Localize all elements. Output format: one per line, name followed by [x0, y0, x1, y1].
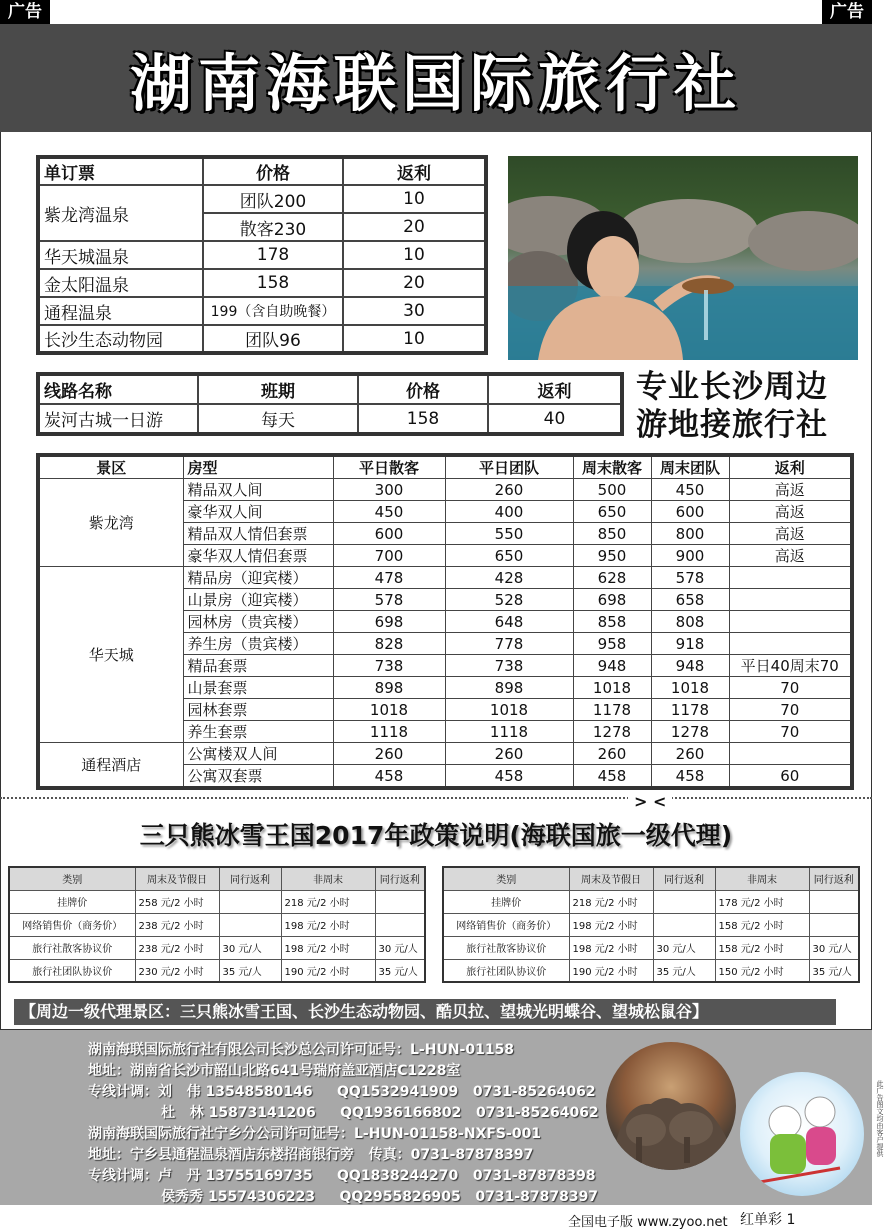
hotel-price-cell — [729, 567, 852, 589]
table-row — [9, 959, 425, 982]
policy-header: 类别 — [9, 867, 135, 890]
ticket-header-price: 价格 — [203, 157, 343, 185]
slogan-line: 专业长沙周边 — [636, 369, 828, 405]
policy-cell — [375, 913, 425, 936]
hotel-price-cell: 70 — [729, 677, 852, 699]
table-row — [38, 743, 852, 765]
table-row — [9, 890, 425, 913]
ticket-price: 散客230 — [203, 213, 343, 241]
policy-cell: 218 元/2 小时 — [281, 890, 375, 913]
hotel-price-cell: 698 — [333, 611, 445, 633]
policy-cell: 30 元/人 — [809, 936, 859, 959]
ticket-rebate: 20 — [343, 269, 486, 297]
hotel-price-cell: 478 — [333, 567, 445, 589]
table-row — [38, 479, 852, 501]
hotel-header: 周末散客 — [573, 455, 651, 479]
hot-spring-illustration — [508, 156, 858, 360]
contact-line: 地址：宁乡县通程温泉酒店东楼招商银行旁 传真：0731-87878397 — [88, 1147, 534, 1163]
table-row — [38, 567, 852, 589]
hotel-price-cell: 700 — [333, 545, 445, 567]
polar-bear-mascot — [740, 1072, 864, 1196]
policy-cell: 190 元/2 小时 — [569, 959, 653, 982]
policy-cell — [375, 890, 425, 913]
hotel-price-cell: 1018 — [333, 699, 445, 721]
hotel-price-cell: 850 — [573, 523, 651, 545]
policy-cell: 218 元/2 小时 — [569, 890, 653, 913]
route-header-price: 价格 — [358, 374, 488, 404]
hotel-price-cell: 70 — [729, 699, 852, 721]
hotel-price-cell: 958 — [573, 633, 651, 655]
ticket-rebate: 10 — [343, 325, 486, 353]
hotel-price-cell: 1018 — [651, 677, 729, 699]
route-name: 炭河古城一日游 — [38, 404, 198, 434]
slogan — [636, 368, 864, 444]
contact-line: 专线计调：刘 伟 13548580146 QQ1532941909 0731-85264062 — [88, 1084, 596, 1100]
table-header-row — [9, 867, 425, 890]
hotel-price-cell: 高返 — [729, 545, 852, 567]
room-type: 精品套票 — [183, 655, 333, 677]
hotel-price-cell: 高返 — [729, 501, 852, 523]
hotel-price-cell: 高返 — [729, 523, 852, 545]
hotel-price-cell: 900 — [651, 545, 729, 567]
policy-header: 非周末 — [281, 867, 375, 890]
policy-cell: 35 元/人 — [809, 959, 859, 982]
hotel-price-cell: 918 — [651, 633, 729, 655]
hotel-price-cell: 1278 — [651, 721, 729, 743]
policy-cell: 258 元/2 小时 — [135, 890, 219, 913]
room-type: 公寓楼双人间 — [183, 743, 333, 765]
hotel-price-cell: 858 — [573, 611, 651, 633]
policy-category: 网络销售价（商务价） — [443, 913, 569, 936]
table-row — [9, 913, 425, 936]
ticket-header-item: 单订票 — [38, 157, 203, 185]
hotel-price-cell: 800 — [651, 523, 729, 545]
elephant-illustration — [606, 1042, 736, 1170]
table-row — [443, 890, 859, 913]
policy-category: 挂牌价 — [9, 890, 135, 913]
table-row — [38, 185, 486, 213]
hotel-price-cell: 260 — [333, 743, 445, 765]
hotel-price-cell: 550 — [445, 523, 573, 545]
route-header-schedule: 班期 — [198, 374, 358, 404]
hotel-price-cell: 948 — [573, 655, 651, 677]
table-row — [443, 936, 859, 959]
hotel-price-cell: 450 — [651, 479, 729, 501]
room-type: 养生套票 — [183, 721, 333, 743]
route-schedule: 每天 — [198, 404, 358, 434]
hotel-price-cell: 1278 — [573, 721, 651, 743]
hotel-price-cell: 高返 — [729, 479, 852, 501]
hotel-area: 紫龙湾 — [38, 479, 183, 567]
ticket-table — [36, 155, 488, 355]
policy-header: 类别 — [443, 867, 569, 890]
page-title: 湖南海联国际旅行社 — [129, 46, 742, 120]
room-type: 精品双人间 — [183, 479, 333, 501]
site-info: 全国电子版 www.zyoo.net — [568, 1215, 728, 1230]
hotel-price-cell: 458 — [333, 765, 445, 789]
policy-category: 旅行社团队协议价 — [9, 959, 135, 982]
ticket-rebate: 10 — [343, 185, 486, 213]
room-type: 养生房（贵宾楼） — [183, 633, 333, 655]
hotel-price-cell: 平日40周末70 — [729, 655, 852, 677]
table-row — [38, 269, 486, 297]
policy-header: 同行返利 — [653, 867, 715, 890]
ad-label-right: 广告 — [822, 0, 872, 24]
contact-line: 专线计调：卢 丹 13755169735 QQ1838244270 0731-87878398 — [88, 1168, 596, 1184]
policy-cell — [653, 913, 715, 936]
contact-line: 湖南海联国际旅行社有限公司长沙总公司许可证号：L-HUN-01158 — [88, 1042, 515, 1058]
ticket-name: 金太阳温泉 — [38, 269, 203, 297]
page-label: 红单彩 1 — [740, 1212, 796, 1228]
hotel-price-cell — [729, 589, 852, 611]
ticket-name: 华天城温泉 — [38, 241, 203, 269]
hotel-price-cell: 898 — [445, 677, 573, 699]
room-type: 园林房（贵宾楼） — [183, 611, 333, 633]
hotel-price-cell: 260 — [573, 743, 651, 765]
room-type: 山景房（迎宾楼） — [183, 589, 333, 611]
hotel-header: 房型 — [183, 455, 333, 479]
contact-line: 杜 林 15873141206 QQ1936166802 0731-85264062 — [88, 1105, 599, 1121]
ticket-rebate: 30 — [343, 297, 486, 325]
divider-arrows: > < — [628, 792, 672, 811]
policy-cell: 35 元/人 — [375, 959, 425, 982]
bear-illustration — [740, 1072, 864, 1196]
hotel-header: 景区 — [38, 455, 183, 479]
route-header-name: 线路名称 — [38, 374, 198, 404]
policy-category: 网络销售价（商务价） — [9, 913, 135, 936]
hot-spring-photo — [508, 156, 858, 360]
table-row — [38, 404, 622, 434]
route-rebate: 40 — [488, 404, 622, 434]
hotel-price-cell: 600 — [333, 523, 445, 545]
contact-line: 湖南海联国际旅行社宁乡分公司许可证号：L-HUN-01158-NXFS-001 — [88, 1126, 542, 1142]
policy-cell: 35 元/人 — [653, 959, 715, 982]
ticket-price: 团队200 — [203, 185, 343, 213]
policy-cell: 30 元/人 — [375, 936, 425, 959]
policy-cell: 238 元/2 小时 — [135, 913, 219, 936]
hotel-area: 华天城 — [38, 567, 183, 743]
ticket-name: 紫龙湾温泉 — [38, 185, 203, 241]
contact-block — [88, 1040, 599, 1208]
hotel-price-cell: 948 — [651, 655, 729, 677]
table-row — [443, 913, 859, 936]
policy-header: 周末及节假日 — [135, 867, 219, 890]
hotel-price-cell: 1178 — [651, 699, 729, 721]
side-note: 此广告图文均由客户提供 — [876, 1080, 884, 1157]
hotel-price-cell: 778 — [445, 633, 573, 655]
room-type: 精品双人情侣套票 — [183, 523, 333, 545]
policy-cell: 35 元/人 — [219, 959, 281, 982]
ad-label-left: 广告 — [0, 0, 50, 24]
route-price: 158 — [358, 404, 488, 434]
table-row — [38, 297, 486, 325]
ticket-price: 178 — [203, 241, 343, 269]
ticket-price: 199（含自助晚餐） — [203, 297, 343, 325]
policy-cell — [653, 890, 715, 913]
hotel-price-cell — [729, 743, 852, 765]
hotel-price-cell — [729, 633, 852, 655]
room-type: 山景套票 — [183, 677, 333, 699]
hotel-price-cell: 450 — [333, 501, 445, 523]
page-header — [0, 24, 872, 132]
table-row — [9, 936, 425, 959]
policy-cell: 198 元/2 小时 — [281, 936, 375, 959]
hotel-price-cell: 60 — [729, 765, 852, 789]
policy-cell: 230 元/2 小时 — [135, 959, 219, 982]
hotel-price-cell: 628 — [573, 567, 651, 589]
table-row — [38, 325, 486, 353]
policy-title: 三只熊冰雪王国2017年政策说明(海联国旅一级代理) — [139, 821, 733, 850]
policy-cell: 198 元/2 小时 — [569, 936, 653, 959]
hotel-price-cell — [729, 611, 852, 633]
agency-bar: 【周边一级代理景区：三只熊冰雪王国、长沙生态动物园、酷贝拉、望城光明蝶谷、望城松鼠谷】 — [14, 999, 836, 1025]
hotel-price-cell: 650 — [445, 545, 573, 567]
policy-category: 旅行社散客协议价 — [443, 936, 569, 959]
ticket-name: 通程温泉 — [38, 297, 203, 325]
hotel-price-cell: 1178 — [573, 699, 651, 721]
hotel-price-cell: 1018 — [573, 677, 651, 699]
hotel-price-cell: 950 — [573, 545, 651, 567]
hotel-header: 周末团队 — [651, 455, 729, 479]
policy-cell: 238 元/2 小时 — [135, 936, 219, 959]
ticket-price: 团队96 — [203, 325, 343, 353]
hotel-price-cell: 458 — [573, 765, 651, 789]
room-type: 豪华双人间 — [183, 501, 333, 523]
slogan-line: 游地接旅行社 — [636, 407, 828, 443]
hotel-price-cell: 70 — [729, 721, 852, 743]
hotel-price-cell: 898 — [333, 677, 445, 699]
table-row — [443, 959, 859, 982]
policy-cell: 198 元/2 小时 — [281, 913, 375, 936]
hotel-price-cell: 658 — [651, 589, 729, 611]
hotel-price-cell: 260 — [445, 479, 573, 501]
hotel-price-cell: 1118 — [333, 721, 445, 743]
hotel-header: 返利 — [729, 455, 852, 479]
hotel-price-cell: 528 — [445, 589, 573, 611]
policy-category: 挂牌价 — [443, 890, 569, 913]
hotel-price-cell: 500 — [573, 479, 651, 501]
policy-cell: 30 元/人 — [219, 936, 281, 959]
ticket-name: 长沙生态动物园 — [38, 325, 203, 353]
route-header-rebate: 返利 — [488, 374, 622, 404]
hotel-price-cell: 260 — [651, 743, 729, 765]
ticket-rebate: 10 — [343, 241, 486, 269]
hotel-price-cell: 648 — [445, 611, 573, 633]
contact-line: 地址：湖南省长沙市韶山北路641号瑞府盖亚酒店C1228室 — [88, 1063, 461, 1079]
route-table — [36, 372, 624, 436]
hotel-price-cell: 300 — [333, 479, 445, 501]
hotel-price-cell: 828 — [333, 633, 445, 655]
elephant-statue-photo — [606, 1042, 736, 1170]
policy-cell: 150 元/2 小时 — [715, 959, 809, 982]
policy-cell: 30 元/人 — [653, 936, 715, 959]
policy-header: 同行返利 — [219, 867, 281, 890]
policy-table-left — [8, 866, 426, 983]
ticket-header-rebate: 返利 — [343, 157, 486, 185]
policy-cell — [809, 913, 859, 936]
dotted-divider — [0, 797, 872, 805]
room-type: 公寓双套票 — [183, 765, 333, 789]
room-type: 园林套票 — [183, 699, 333, 721]
hotel-header: 平日团队 — [445, 455, 573, 479]
hotel-price-cell: 600 — [651, 501, 729, 523]
table-row — [38, 241, 486, 269]
policy-header: 同行返利 — [375, 867, 425, 890]
policy-category: 旅行社团队协议价 — [443, 959, 569, 982]
hotel-price-cell: 808 — [651, 611, 729, 633]
policy-header: 同行返利 — [809, 867, 859, 890]
hotel-area: 通程酒店 — [38, 743, 183, 789]
policy-header: 周末及节假日 — [569, 867, 653, 890]
policy-cell: 158 元/2 小时 — [715, 936, 809, 959]
hotel-header: 平日散客 — [333, 455, 445, 479]
policy-cell: 190 元/2 小时 — [281, 959, 375, 982]
hotel-price-cell: 428 — [445, 567, 573, 589]
hotel-price-table — [36, 453, 854, 790]
hotel-price-cell: 400 — [445, 501, 573, 523]
policy-cell: 198 元/2 小时 — [569, 913, 653, 936]
policy-cell — [219, 913, 281, 936]
contact-line: 侯秀秀 15574306223 QQ2955826905 0731-87878397 — [88, 1189, 599, 1205]
room-type: 豪华双人情侣套票 — [183, 545, 333, 567]
ticket-price: 158 — [203, 269, 343, 297]
hotel-price-cell: 578 — [333, 589, 445, 611]
policy-cell: 178 元/2 小时 — [715, 890, 809, 913]
hotel-price-cell: 260 — [445, 743, 573, 765]
table-header-row — [443, 867, 859, 890]
policy-cell — [219, 890, 281, 913]
hotel-price-cell: 650 — [573, 501, 651, 523]
room-type: 精品房（迎宾楼） — [183, 567, 333, 589]
hotel-price-cell: 738 — [445, 655, 573, 677]
hotel-price-cell: 1118 — [445, 721, 573, 743]
hotel-price-cell: 738 — [333, 655, 445, 677]
policy-table-right — [442, 866, 860, 983]
policy-category: 旅行社散客协议价 — [9, 936, 135, 959]
policy-header: 非周末 — [715, 867, 809, 890]
hotel-price-cell: 1018 — [445, 699, 573, 721]
ticket-rebate: 20 — [343, 213, 486, 241]
hotel-price-cell: 458 — [651, 765, 729, 789]
policy-cell: 158 元/2 小时 — [715, 913, 809, 936]
hotel-price-cell: 698 — [573, 589, 651, 611]
hotel-price-cell: 458 — [445, 765, 573, 789]
hotel-price-cell: 578 — [651, 567, 729, 589]
policy-cell — [809, 890, 859, 913]
